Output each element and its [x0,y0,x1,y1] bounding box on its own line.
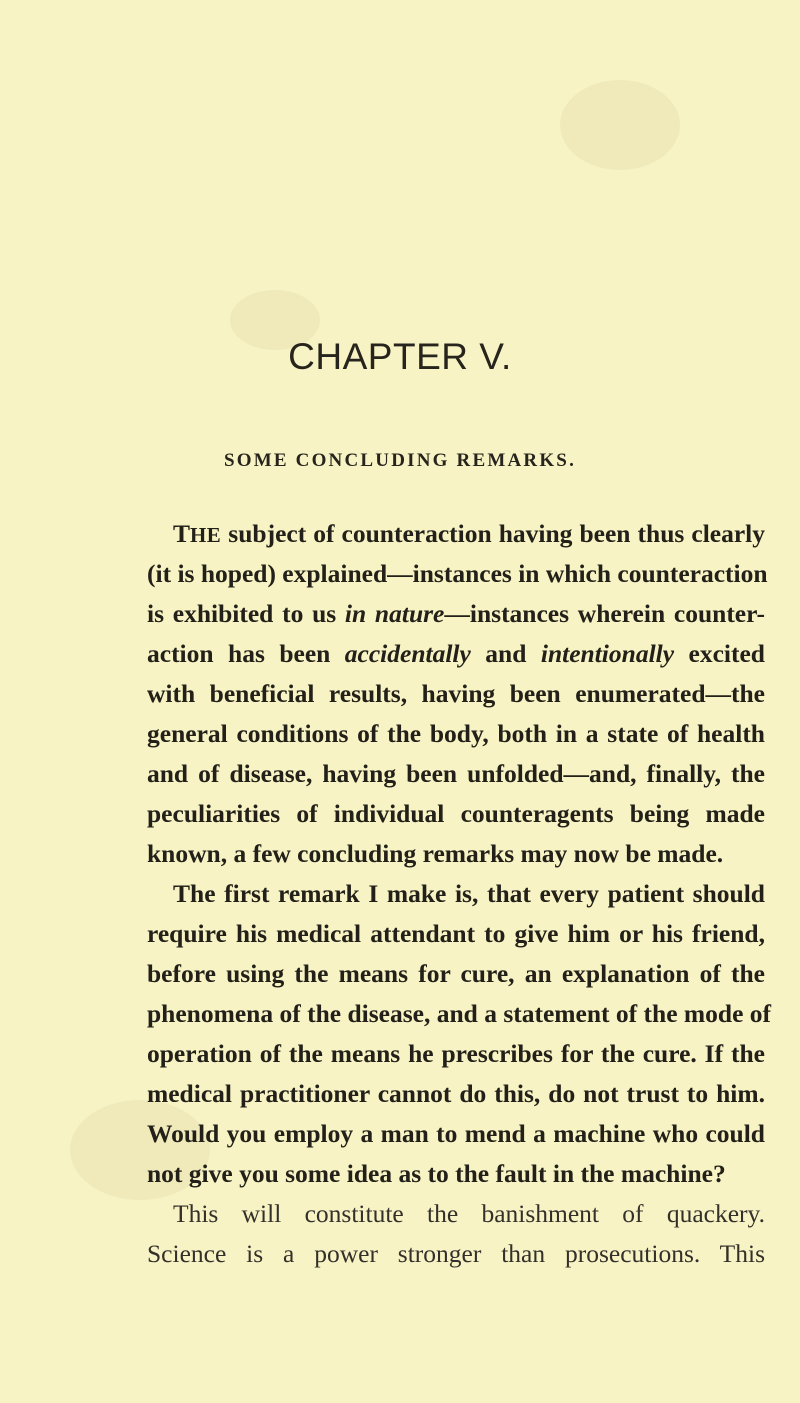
text-line: with beneficial results, having been enumerated—the [147,679,765,708]
text-line: before using the means for cure, an explanation of the [147,959,765,988]
chapter-subheading: SOME CONCLUDING REMARKS. [223,450,577,471]
smallcaps-fragment: HE [190,523,222,547]
text-line: phenomena of the disease, and a statement of the mode of [147,999,772,1028]
text-line: The first remark I make is, that every patient should [173,879,765,908]
chapter-heading: CHAPTER V. [288,336,512,377]
text-line: peculiarities of individual counteragents being made [147,799,765,828]
italic-fragment: in nature [344,599,445,628]
text-line: require his medical attendant to give him or his friend, [147,919,765,948]
text-fragment: —instances wherein counter- [444,599,765,628]
text-fragment: T [173,519,191,548]
text-line: This will constitute the banishment of quackery. [173,1199,765,1228]
text-line [147,634,765,674]
text-line: operation of the means he prescribes for the cure. If the [147,1039,765,1068]
text-line: general conditions of the body, both in a state of health [147,719,765,748]
text-fragment: action has been [147,639,345,668]
text-fragment: is exhibited to us [147,599,345,628]
text-line [173,514,765,554]
text-line: medical practitioner cannot do this, do not trust to him. [147,1079,765,1108]
text-line [147,594,765,634]
text-line: and of disease, having been unfolded—and, finally, the [147,759,765,788]
paper-stain [560,80,680,170]
italic-fragment: intentionally [540,639,675,668]
text-fragment: excited [674,639,765,668]
text-line: Would you employ a man to mend a machine who could [147,1119,765,1148]
italic-fragment: accidentally [344,639,471,668]
text-fragment: and [470,639,541,668]
text-line: Science is a power stronger than prosecutions. This [147,1239,765,1268]
text-line: (it is hoped) explained—instances in which counteraction [147,559,768,588]
text-line: not give you some idea as to the fault in the machine? [147,1159,726,1188]
text-line: known, a few concluding remarks may now be made. [147,839,724,868]
text-fragment: subject of counteraction having been thus clearly [221,519,765,548]
